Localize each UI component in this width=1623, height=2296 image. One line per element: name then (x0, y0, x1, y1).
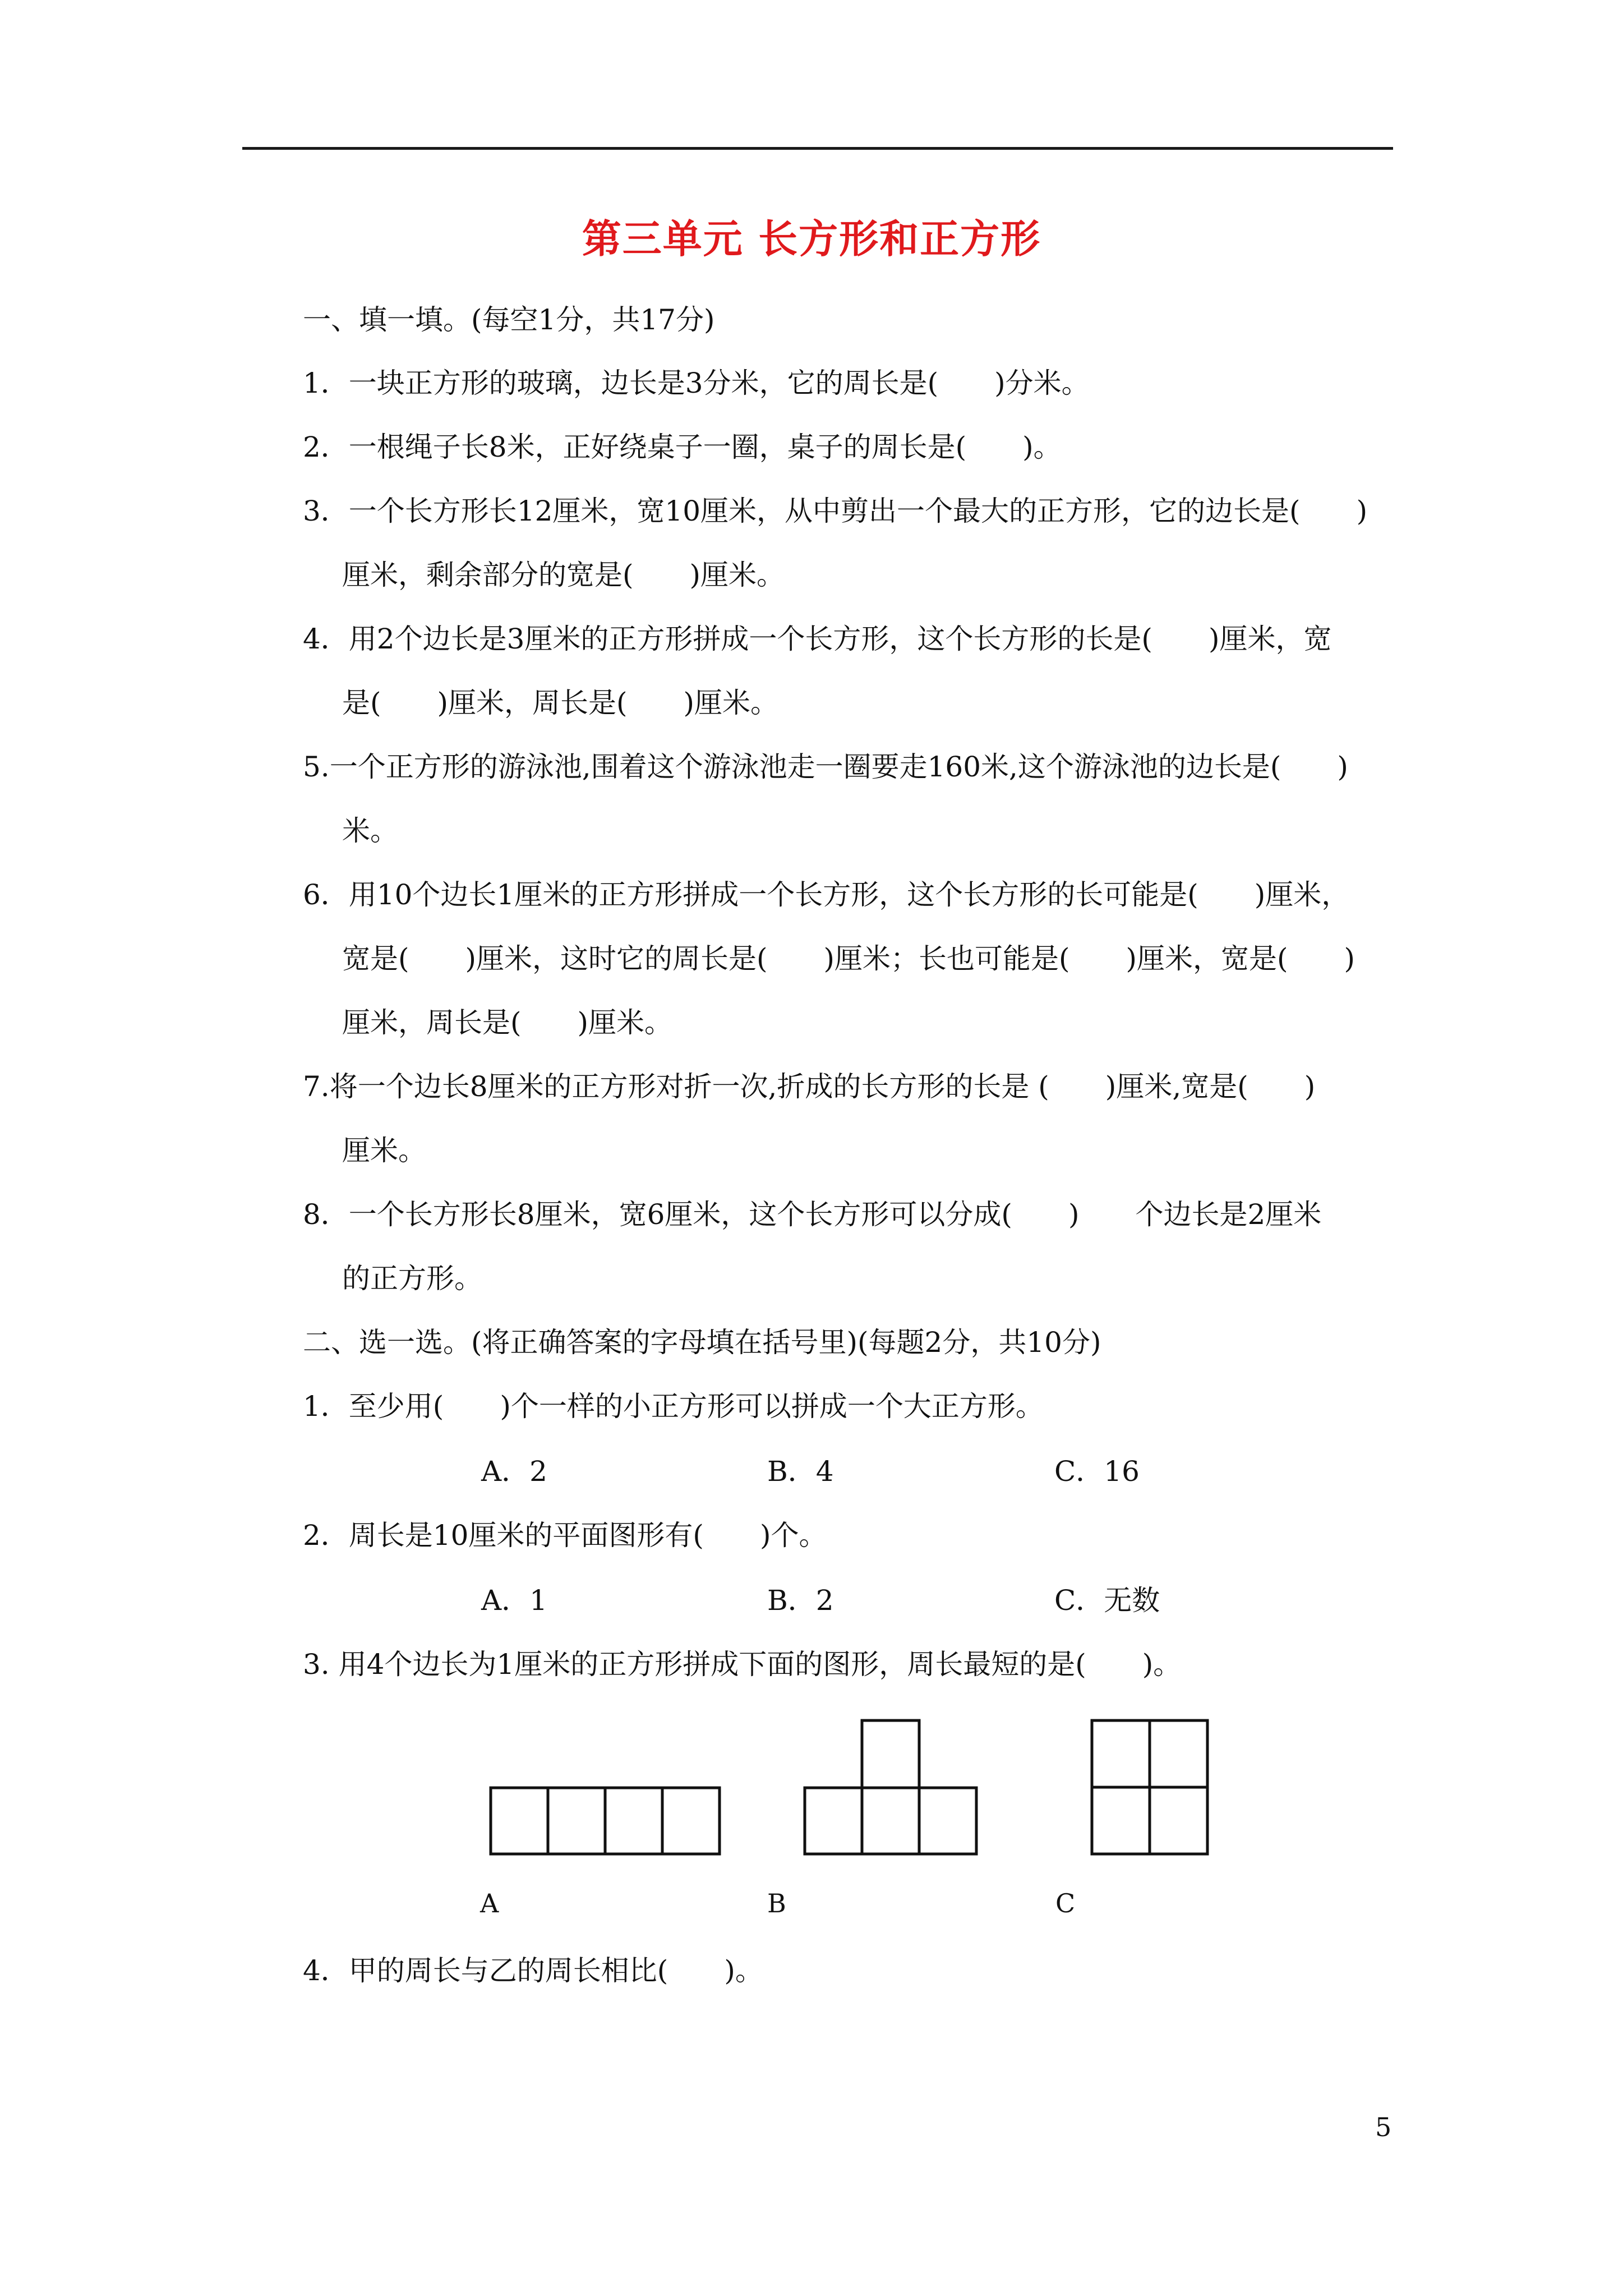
s1-question-6-cont2: 厘米，周长是( )厘米。 (342, 1006, 673, 1039)
s2-q2-option-c: C．无数 (1054, 1584, 1160, 1617)
s1-question-5-cont: 米。 (342, 815, 398, 847)
s1-question-1: 1．一块正方形的玻璃，边长是3分米，它的周长是( )分米。 (303, 367, 1090, 399)
figure-b (803, 1719, 978, 1856)
s2-q1-option-b: B．4 (767, 1455, 834, 1488)
figure-a (489, 1786, 721, 1856)
s2-q2-option-a: A．1 (481, 1584, 547, 1617)
figure-a-label: A (480, 1888, 499, 1918)
s1-question-3-cont: 厘米，剩余部分的宽是( )厘米。 (342, 559, 785, 591)
s1-question-3: 3．一个长方形长12厘米，宽10厘米，从中剪出一个最大的正方形，它的边长是( ) (303, 495, 1368, 527)
s1-question-4-cont: 是( )厘米，周长是( )厘米。 (342, 687, 779, 719)
section2-heading: 二、选一选。(将正确答案的字母填在括号里)(每题2分，共10分) (303, 1326, 1101, 1359)
s1-question-8-cont: 的正方形。 (342, 1262, 482, 1295)
page-number: 5 (1375, 2112, 1392, 2142)
section1-heading: 一、填一填。(每空1分，共17分) (303, 303, 715, 336)
s1-question-8: 8．一个长方形长8厘米，宽6厘米，这个长方形可以分成( ) 个边长是2厘米 (303, 1198, 1322, 1231)
header-rule (242, 147, 1393, 150)
s2-q2-option-b: B．2 (767, 1584, 834, 1617)
s1-question-5: 5.一个正方形的游泳池,围着这个游泳池走一圈要走160米,这个游泳池的边长是( ) (303, 751, 1348, 783)
s1-question-6: 6．用10个边长1厘米的正方形拼成一个长方形，这个长方形的长可能是( )厘米， (303, 878, 1350, 911)
s2-q1-option-c: C．16 (1054, 1455, 1140, 1488)
figure-c (1090, 1719, 1209, 1856)
s2-question-1: 1．至少用( )个一样的小正方形可以拼成一个大正方形。 (303, 1390, 1044, 1423)
s2-question-3: 3. 用4个边长为1厘米的正方形拼成下面的图形，周长最短的是( )。 (303, 1648, 1182, 1681)
s1-question-6-cont: 宽是( )厘米，这时它的周长是( )厘米；长也可能是( )厘米，宽是( ) (342, 942, 1355, 975)
s2-question-4: 4．甲的周长与乙的周长相比( )。 (303, 1954, 763, 1987)
s1-question-4: 4．用2个边长是3厘米的正方形拼成一个长方形，这个长方形的长是( )厘米，宽 (303, 623, 1332, 655)
figure-b-label: B (767, 1888, 786, 1918)
s2-question-2: 2．周长是10厘米的平面图形有( )个。 (303, 1519, 827, 1552)
s1-question-2: 2．一根绳子长8米，正好绕桌子一圈，桌子的周长是( )。 (303, 431, 1062, 463)
page-title: 第三单元 长方形和正方形 (582, 215, 1041, 262)
s1-question-7: 7.将一个边长8厘米的正方形对折一次,折成的长方形的长是 ( )厘米,宽是( ) (303, 1070, 1316, 1103)
figure-c-label: C (1055, 1888, 1076, 1918)
s1-question-7-cont: 厘米。 (342, 1134, 426, 1167)
s2-q1-option-a: A．2 (481, 1455, 547, 1488)
